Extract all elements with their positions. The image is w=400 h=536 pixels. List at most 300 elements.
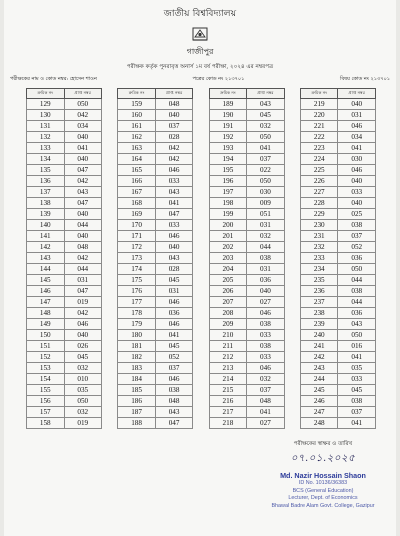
table-row (209, 319, 284, 330)
marks-cell: 042 (64, 176, 102, 187)
roll-number-cell: 149 (27, 319, 65, 330)
roll-number-cell: 195 (209, 165, 247, 176)
stamp-line: BCS (General Education) (292, 487, 354, 494)
marks-cell: 048 (155, 396, 193, 407)
marks-cell: 035 (64, 385, 102, 396)
roll-number-cell: 243 (300, 363, 338, 374)
marks-cell: 046 (247, 308, 285, 319)
marks-cell: 025 (338, 209, 376, 220)
marks-cell: 044 (64, 220, 102, 231)
marks-cell: 050 (338, 264, 376, 275)
university-name: জাতীয় বিশ্ববিদ্যালয় (163, 9, 237, 19)
table-row (300, 121, 375, 132)
table-row (300, 110, 375, 121)
marks-table-column (300, 88, 376, 429)
roll-number-cell: 168 (118, 198, 156, 209)
marks-cell: 036 (247, 275, 285, 286)
marks-cell: 031 (155, 286, 193, 297)
roll-number-cell: 244 (300, 374, 338, 385)
table-row (209, 264, 284, 275)
roll-number-cell: 212 (209, 352, 247, 363)
roll-number-cell: 199 (209, 209, 247, 220)
marks-cell: 043 (247, 99, 285, 110)
marks-cell: 038 (247, 319, 285, 330)
table-row (300, 154, 375, 165)
roll-number-cell: 153 (27, 363, 65, 374)
marks-cell: 048 (64, 242, 102, 253)
table-row (300, 187, 375, 198)
table-row (209, 132, 284, 143)
marks-cell: 044 (338, 297, 376, 308)
table-row (300, 286, 375, 297)
table-row (118, 209, 193, 220)
table-row (27, 242, 102, 253)
roll-number-cell: 139 (27, 209, 65, 220)
marks-cell: 040 (247, 286, 285, 297)
table-row (300, 297, 375, 308)
table-row (300, 319, 375, 330)
roll-number-cell: 224 (300, 154, 338, 165)
marks-cell: 047 (155, 209, 193, 220)
marks-cell: 047 (64, 286, 102, 297)
roll-header: ক্রমিক নং (300, 89, 338, 99)
table-row (300, 418, 375, 429)
roll-number-cell: 174 (118, 264, 156, 275)
table-row (118, 374, 193, 385)
roll-number-cell: 166 (118, 176, 156, 187)
marks-cell: 034 (64, 121, 102, 132)
roll-number-cell: 146 (27, 286, 65, 297)
roll-number-cell: 135 (27, 165, 65, 176)
roll-number-cell: 205 (209, 275, 247, 286)
roll-number-cell: 173 (118, 253, 156, 264)
roll-number-cell: 187 (118, 407, 156, 418)
roll-number-cell: 198 (209, 198, 247, 209)
table-row (27, 165, 102, 176)
table-row (300, 165, 375, 176)
table-row (209, 176, 284, 187)
roll-number-cell: 200 (209, 220, 247, 231)
table-row (300, 198, 375, 209)
signature-block (248, 440, 398, 511)
marks-cell: 026 (64, 341, 102, 352)
city-name: গাজীপুর (186, 47, 214, 56)
marks-cell: 041 (247, 407, 285, 418)
marks-cell: 042 (64, 308, 102, 319)
marks-cell: 040 (64, 209, 102, 220)
signature-title: পরীক্ষকের স্বাক্ষর ও তারিখ (293, 441, 353, 447)
table-row (300, 396, 375, 407)
marks-cell: 028 (155, 264, 193, 275)
roll-number-cell: 171 (118, 231, 156, 242)
table-row (118, 121, 193, 132)
roll-number-cell: 172 (118, 242, 156, 253)
roll-number-cell: 206 (209, 286, 247, 297)
table-row (209, 396, 284, 407)
marks-cell: 033 (247, 352, 285, 363)
table-row (27, 385, 102, 396)
marks-cell: 032 (64, 407, 102, 418)
roll-number-cell: 248 (300, 418, 338, 429)
table-row (209, 286, 284, 297)
table-row (27, 99, 102, 110)
stamp-line: Bhawal Badre Alam Govt. College, Gazipur (271, 503, 375, 510)
marks-cell: 043 (64, 187, 102, 198)
marks-cell: 037 (155, 121, 193, 132)
marks-header: প্রাপ্ত নম্বর (155, 89, 193, 99)
roll-number-cell: 239 (300, 319, 338, 330)
roll-number-cell: 190 (209, 110, 247, 121)
marks-cell: 033 (155, 176, 193, 187)
table-row (118, 319, 193, 330)
table-row (300, 341, 375, 352)
marks-cell: 027 (247, 418, 285, 429)
marks-cell: 045 (155, 341, 193, 352)
roll-number-cell: 160 (118, 110, 156, 121)
roll-number-cell: 177 (118, 297, 156, 308)
marks-header: প্রাপ্ত নম্বর (247, 89, 285, 99)
stamp-line: Lecturer, Dept. of Economics (288, 495, 358, 502)
table-row (118, 176, 193, 187)
marks-cell: 041 (155, 198, 193, 209)
table-row (300, 264, 375, 275)
table-row (27, 275, 102, 286)
table-row (27, 374, 102, 385)
table-row (209, 209, 284, 220)
marks-cell: 040 (64, 154, 102, 165)
sheet-header (4, 0, 396, 72)
roll-number-cell: 228 (300, 198, 338, 209)
roll-number-cell: 178 (118, 308, 156, 319)
marks-cell: 032 (247, 231, 285, 242)
marks-cell: 038 (338, 220, 376, 231)
marks-cell: 050 (247, 132, 285, 143)
roll-number-cell: 163 (118, 143, 156, 154)
table-row (118, 132, 193, 143)
stamp-name: Md. Nazir Hossain Shaon (280, 471, 366, 480)
table-row (27, 286, 102, 297)
marks-cell: 045 (155, 275, 193, 286)
table-row (300, 253, 375, 264)
table-row (209, 110, 284, 121)
roll-number-cell: 179 (118, 319, 156, 330)
marks-cell: 040 (155, 110, 193, 121)
subject-code: বিষয় কোড নং ২১৩৭০১ (340, 76, 390, 82)
roll-number-cell: 156 (27, 396, 65, 407)
roll-number-cell: 232 (300, 242, 338, 253)
table-row (27, 319, 102, 330)
table-row (27, 396, 102, 407)
marks-cell: 037 (338, 407, 376, 418)
roll-number-cell: 184 (118, 374, 156, 385)
roll-number-cell: 225 (300, 165, 338, 176)
marks-cell: 042 (155, 143, 193, 154)
marks-cell: 037 (338, 231, 376, 242)
roll-number-cell: 169 (118, 209, 156, 220)
table-row (118, 396, 193, 407)
marks-cell: 040 (155, 242, 193, 253)
table-row (27, 132, 102, 143)
table-row (300, 220, 375, 231)
marks-cell: 031 (338, 110, 376, 121)
table-row (300, 352, 375, 363)
table-row (118, 286, 193, 297)
exam-title: পরীক্ষক কর্তৃক পুনরাবৃত্ত অনার্স ১ম বর্ষ পরীক্ষা, ২০২৪ এর নম্বরপত্র (126, 64, 274, 70)
table-row (300, 385, 375, 396)
roll-number-cell: 231 (300, 231, 338, 242)
roll-number-cell: 192 (209, 132, 247, 143)
table-row (118, 231, 193, 242)
roll-header: ক্রমিক নং (118, 89, 156, 99)
roll-number-cell: 246 (300, 396, 338, 407)
marks-cell: 019 (64, 297, 102, 308)
marks-cell: 031 (64, 275, 102, 286)
marks-cell: 044 (247, 242, 285, 253)
roll-number-cell: 230 (300, 220, 338, 231)
marks-cell: 028 (155, 132, 193, 143)
marks-cell: 052 (338, 242, 376, 253)
roll-number-cell: 191 (209, 121, 247, 132)
roll-number-cell: 238 (300, 308, 338, 319)
marks-cell: 036 (155, 308, 193, 319)
marks-cell: 046 (64, 319, 102, 330)
roll-number-cell: 147 (27, 297, 65, 308)
roll-number-cell: 180 (118, 330, 156, 341)
roll-number-cell: 223 (300, 143, 338, 154)
table-row (118, 165, 193, 176)
marks-cell: 038 (155, 385, 193, 396)
marks-cell: 042 (155, 154, 193, 165)
table-row (209, 385, 284, 396)
roll-number-cell: 210 (209, 330, 247, 341)
table-row (209, 341, 284, 352)
table-row (118, 220, 193, 231)
marks-cell: 044 (338, 275, 376, 286)
roll-number-cell: 188 (118, 418, 156, 429)
table-row (27, 209, 102, 220)
roll-number-cell: 151 (27, 341, 65, 352)
marks-cell: 038 (247, 341, 285, 352)
table-row (300, 132, 375, 143)
table-row (300, 242, 375, 253)
table-row (300, 374, 375, 385)
roll-number-cell: 158 (27, 418, 65, 429)
marks-cell: 046 (155, 231, 193, 242)
roll-number-cell: 197 (209, 187, 247, 198)
marks-cell: 037 (155, 363, 193, 374)
marks-header: প্রাপ্ত নম্বর (338, 89, 376, 99)
table-row (300, 231, 375, 242)
table-row (118, 264, 193, 275)
roll-number-cell: 194 (209, 154, 247, 165)
table-row (300, 275, 375, 286)
table-row (118, 385, 193, 396)
marks-cell: 046 (338, 165, 376, 176)
marks-cell: 050 (338, 330, 376, 341)
roll-number-cell: 165 (118, 165, 156, 176)
table-row (209, 198, 284, 209)
roll-number-cell: 161 (118, 121, 156, 132)
table-row (118, 297, 193, 308)
roll-number-cell: 154 (27, 374, 65, 385)
roll-number-cell: 145 (27, 275, 65, 286)
table-row (27, 341, 102, 352)
roll-number-cell: 140 (27, 220, 65, 231)
table-row (27, 352, 102, 363)
table-row (27, 198, 102, 209)
table-row (27, 253, 102, 264)
roll-number-cell: 141 (27, 231, 65, 242)
roll-number-cell: 196 (209, 176, 247, 187)
roll-number-cell: 221 (300, 121, 338, 132)
roll-number-cell: 245 (300, 385, 338, 396)
marks-cell: 041 (64, 143, 102, 154)
roll-number-cell: 148 (27, 308, 65, 319)
roll-number-cell: 215 (209, 385, 247, 396)
table-row (300, 330, 375, 341)
marks-cell: 044 (64, 264, 102, 275)
roll-number-cell: 186 (118, 396, 156, 407)
marks-cell: 040 (338, 99, 376, 110)
roll-number-cell: 150 (27, 330, 65, 341)
marks-cell: 045 (338, 385, 376, 396)
marks-cell: 052 (155, 352, 193, 363)
table-row (118, 407, 193, 418)
marks-cell: 047 (155, 418, 193, 429)
marks-cell: 037 (247, 385, 285, 396)
marks-cell: 046 (155, 297, 193, 308)
table-row (118, 110, 193, 121)
marks-table-column (209, 88, 285, 429)
roll-number-cell: 202 (209, 242, 247, 253)
table-row (209, 352, 284, 363)
table-row (209, 308, 284, 319)
table-row (27, 231, 102, 242)
marks-cell: 040 (338, 176, 376, 187)
roll-number-cell: 242 (300, 352, 338, 363)
marks-cell: 048 (155, 99, 193, 110)
roll-number-cell: 189 (209, 99, 247, 110)
table-row (209, 143, 284, 154)
roll-number-cell: 222 (300, 132, 338, 143)
table-row (27, 363, 102, 374)
roll-number-cell: 144 (27, 264, 65, 275)
marks-cell: 046 (155, 319, 193, 330)
marks-cell: 030 (338, 154, 376, 165)
stamp-line: ID No. 10136/36383 (298, 479, 348, 486)
table-row (27, 308, 102, 319)
mark-sheet (4, 0, 396, 536)
marks-cell: 022 (247, 165, 285, 176)
table-row (118, 352, 193, 363)
roll-number-cell: 175 (118, 275, 156, 286)
university-logo-icon (4, 25, 396, 43)
marks-cell: 033 (247, 330, 285, 341)
marks-cell: 030 (247, 187, 285, 198)
table-header-row (118, 89, 193, 99)
roll-number-cell: 157 (27, 407, 65, 418)
table-row (27, 154, 102, 165)
marks-cell: 031 (247, 264, 285, 275)
marks-table (209, 88, 285, 429)
marks-cell: 043 (338, 319, 376, 330)
table-row (118, 418, 193, 429)
table-header-row (209, 89, 284, 99)
table-row (209, 187, 284, 198)
table-header-row (300, 89, 375, 99)
roll-number-cell: 235 (300, 275, 338, 286)
paper-code: পত্রের কোড নং ২১৩৭০১ (192, 76, 245, 82)
marks-cell: 046 (155, 374, 193, 385)
examiner-stamp (248, 472, 398, 511)
roll-number-cell: 143 (27, 253, 65, 264)
marks-table-column (26, 88, 102, 429)
roll-number-cell: 155 (27, 385, 65, 396)
roll-number-cell: 162 (118, 132, 156, 143)
marks-cell: 041 (247, 143, 285, 154)
signature-date: ০৭.০১.২০২৫ (290, 453, 356, 464)
roll-number-cell: 240 (300, 330, 338, 341)
table-row (27, 418, 102, 429)
table-row (118, 275, 193, 286)
table-row (300, 363, 375, 374)
roll-number-cell: 237 (300, 297, 338, 308)
marks-table (300, 88, 376, 429)
table-row (118, 143, 193, 154)
roll-number-cell: 185 (118, 385, 156, 396)
marks-cell: 034 (338, 132, 376, 143)
roll-number-cell: 203 (209, 253, 247, 264)
roll-number-cell: 229 (300, 209, 338, 220)
table-row (27, 110, 102, 121)
marks-header: প্রাপ্ত নম্বর (64, 89, 102, 99)
roll-header: ক্রমিক নং (27, 89, 65, 99)
roll-number-cell: 181 (118, 341, 156, 352)
table-row (118, 363, 193, 374)
marks-cell: 043 (155, 187, 193, 198)
marks-cell: 047 (64, 165, 102, 176)
table-row (27, 143, 102, 154)
marks-cell: 041 (338, 143, 376, 154)
roll-number-cell: 220 (300, 110, 338, 121)
roll-number-cell: 211 (209, 341, 247, 352)
table-row (27, 330, 102, 341)
table-row (300, 209, 375, 220)
marks-cell: 016 (338, 341, 376, 352)
table-row (209, 297, 284, 308)
marks-cell: 040 (64, 132, 102, 143)
examiner-info-row (10, 76, 390, 84)
table-row (209, 121, 284, 132)
roll-number-cell: 226 (300, 176, 338, 187)
marks-cell: 035 (338, 363, 376, 374)
table-header-row (27, 89, 102, 99)
table-row (118, 154, 193, 165)
table-row (209, 231, 284, 242)
table-row (209, 418, 284, 429)
table-row (209, 154, 284, 165)
marks-cell: 036 (338, 253, 376, 264)
roll-number-cell: 129 (27, 99, 65, 110)
marks-cell: 031 (247, 220, 285, 231)
marks-cell: 041 (338, 418, 376, 429)
marks-cell: 045 (247, 110, 285, 121)
roll-number-cell: 219 (300, 99, 338, 110)
table-row (118, 253, 193, 264)
marks-cell: 042 (64, 253, 102, 264)
table-row (209, 363, 284, 374)
table-row (118, 99, 193, 110)
